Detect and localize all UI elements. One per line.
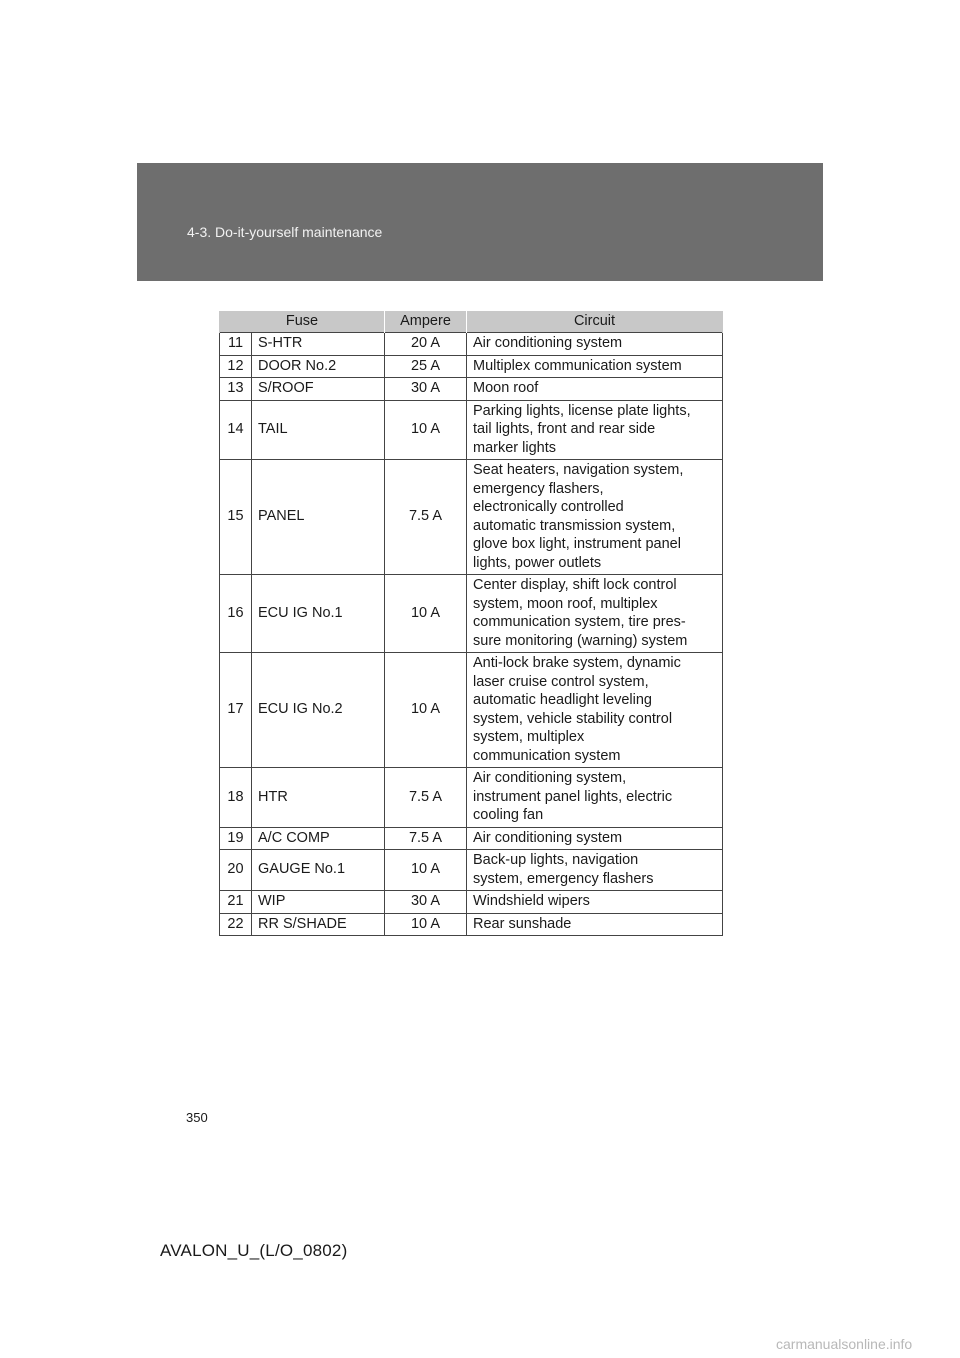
watermark: carmanualsonline.info [776,1336,913,1352]
fuse-name-cell: TAIL [252,400,385,460]
circuit-line: Multiplex communication system [473,357,682,374]
table-row [220,653,723,768]
table-row [220,850,723,891]
circuit-line: Parking lights, license plate lights, [473,402,691,419]
circuit-line: automatic headlight leveling [473,692,652,708]
table-row [220,768,723,828]
fuse-name-cell: PANEL [252,460,385,575]
fuse-number-cell: 16 [220,575,252,653]
circuit-line: Seat heaters, navigation system, [473,462,684,478]
circuit-cell [467,355,723,378]
circuit-line: automatic transmission system, [473,517,676,534]
circuit-line: Center display, shift lock control [473,577,677,593]
ampere-cell: 30 A [385,891,467,914]
circuit-line: Air conditioning system, [473,770,627,786]
table-row [220,827,723,850]
circuit-line: glove box light, instrument panel [473,536,681,552]
fuse-number-cell: 18 [220,768,252,828]
fuse-number-cell: 12 [220,355,252,378]
fuse-number-cell: 14 [220,400,252,460]
circuit-line: sure monitoring (warning) system [473,632,688,649]
table-row [220,460,723,575]
fuse-number-cell: 19 [220,827,252,850]
ampere-cell: 10 A [385,575,467,653]
section-header [137,163,823,281]
fuse-number-cell: 13 [220,378,252,401]
circuit-line: Air conditioning system [473,829,623,846]
circuit-line: communication system [473,747,621,764]
circuit-line: Windshield wipers [473,893,590,909]
table-body [220,333,723,936]
circuit-cell [467,378,723,401]
fuse-name-cell: WIP [252,891,385,914]
ampere-cell: 7.5 A [385,827,467,850]
ampere-cell: 10 A [385,400,467,460]
fuse-table [219,311,723,936]
table-row [220,913,723,936]
page-number: 350 [186,1110,208,1125]
circuit-line: Rear sunshade [473,915,572,932]
ampere-cell: 25 A [385,355,467,378]
column-header-ampere: Ampere [385,311,467,333]
circuit-cell [467,913,723,936]
section-title: 4-3. Do-it-yourself maintenance [187,224,383,240]
fuse-number-cell: 17 [220,653,252,768]
circuit-line: emergency flashers, [473,480,604,497]
circuit-cell [467,400,723,460]
circuit-line: communication system, tire pres- [473,614,686,630]
document-code: AVALON_U_(L/O_0802) [160,1241,348,1260]
fuse-number-cell: 22 [220,913,252,936]
circuit-line: instrument panel lights, electric [473,788,673,805]
circuit-cell [467,850,723,891]
circuit-line: Air conditioning system [473,335,623,351]
ampere-cell: 10 A [385,913,467,936]
fuse-number-cell: 11 [220,333,252,356]
ampere-cell: 10 A [385,653,467,768]
table-row [220,355,723,378]
fuse-name-cell: DOOR No.2 [252,355,385,378]
circuit-line: cooling fan [473,807,544,823]
fuse-number-cell: 21 [220,891,252,914]
circuit-cell [467,827,723,850]
circuit-cell [467,333,723,356]
table-row [220,378,723,401]
circuit-line: Anti-lock brake system, dynamic [473,655,681,671]
circuit-line: system, moon roof, multiplex [473,595,658,612]
table-header-row [220,311,723,333]
circuit-line: Back-up lights, navigation [473,852,639,868]
circuit-cell [467,653,723,768]
circuit-line: system, emergency flashers [473,870,654,887]
table-row [220,333,723,356]
ampere-cell: 7.5 A [385,768,467,828]
ampere-cell: 20 A [385,333,467,356]
column-header-circuit: Circuit [467,311,723,333]
circuit-line: system, vehicle stability control [473,710,673,727]
circuit-cell [467,891,723,914]
circuit-line: electronically controlled [473,499,624,515]
fuse-name-cell: ECU IG No.1 [252,575,385,653]
fuse-name-cell: RR S/SHADE [252,913,385,936]
fuse-name-cell: A/C COMP [252,827,385,850]
table-row [220,575,723,653]
circuit-line: system, multiplex [473,729,585,745]
circuit-cell [467,768,723,828]
circuit-cell [467,460,723,575]
circuit-line: lights, power outlets [473,554,602,571]
fuse-name-cell: S-HTR [252,333,385,356]
ampere-cell: 10 A [385,850,467,891]
fuse-name-cell: S/ROOF [252,378,385,401]
fuse-number-cell: 20 [220,850,252,891]
fuse-name-cell: HTR [252,768,385,828]
circuit-line: Moon roof [473,380,539,396]
fuse-name-cell: ECU IG No.2 [252,653,385,768]
circuit-line: marker lights [473,439,556,456]
circuit-cell [467,575,723,653]
circuit-line: tail lights, front and rear side [473,421,656,437]
ampere-cell: 30 A [385,378,467,401]
column-header-fuse: Fuse [220,311,385,333]
circuit-line: laser cruise control system, [473,673,649,690]
fuse-name-cell: GAUGE No.1 [252,850,385,891]
ampere-cell: 7.5 A [385,460,467,575]
table-row [220,891,723,914]
fuse-number-cell: 15 [220,460,252,575]
table-row [220,400,723,460]
